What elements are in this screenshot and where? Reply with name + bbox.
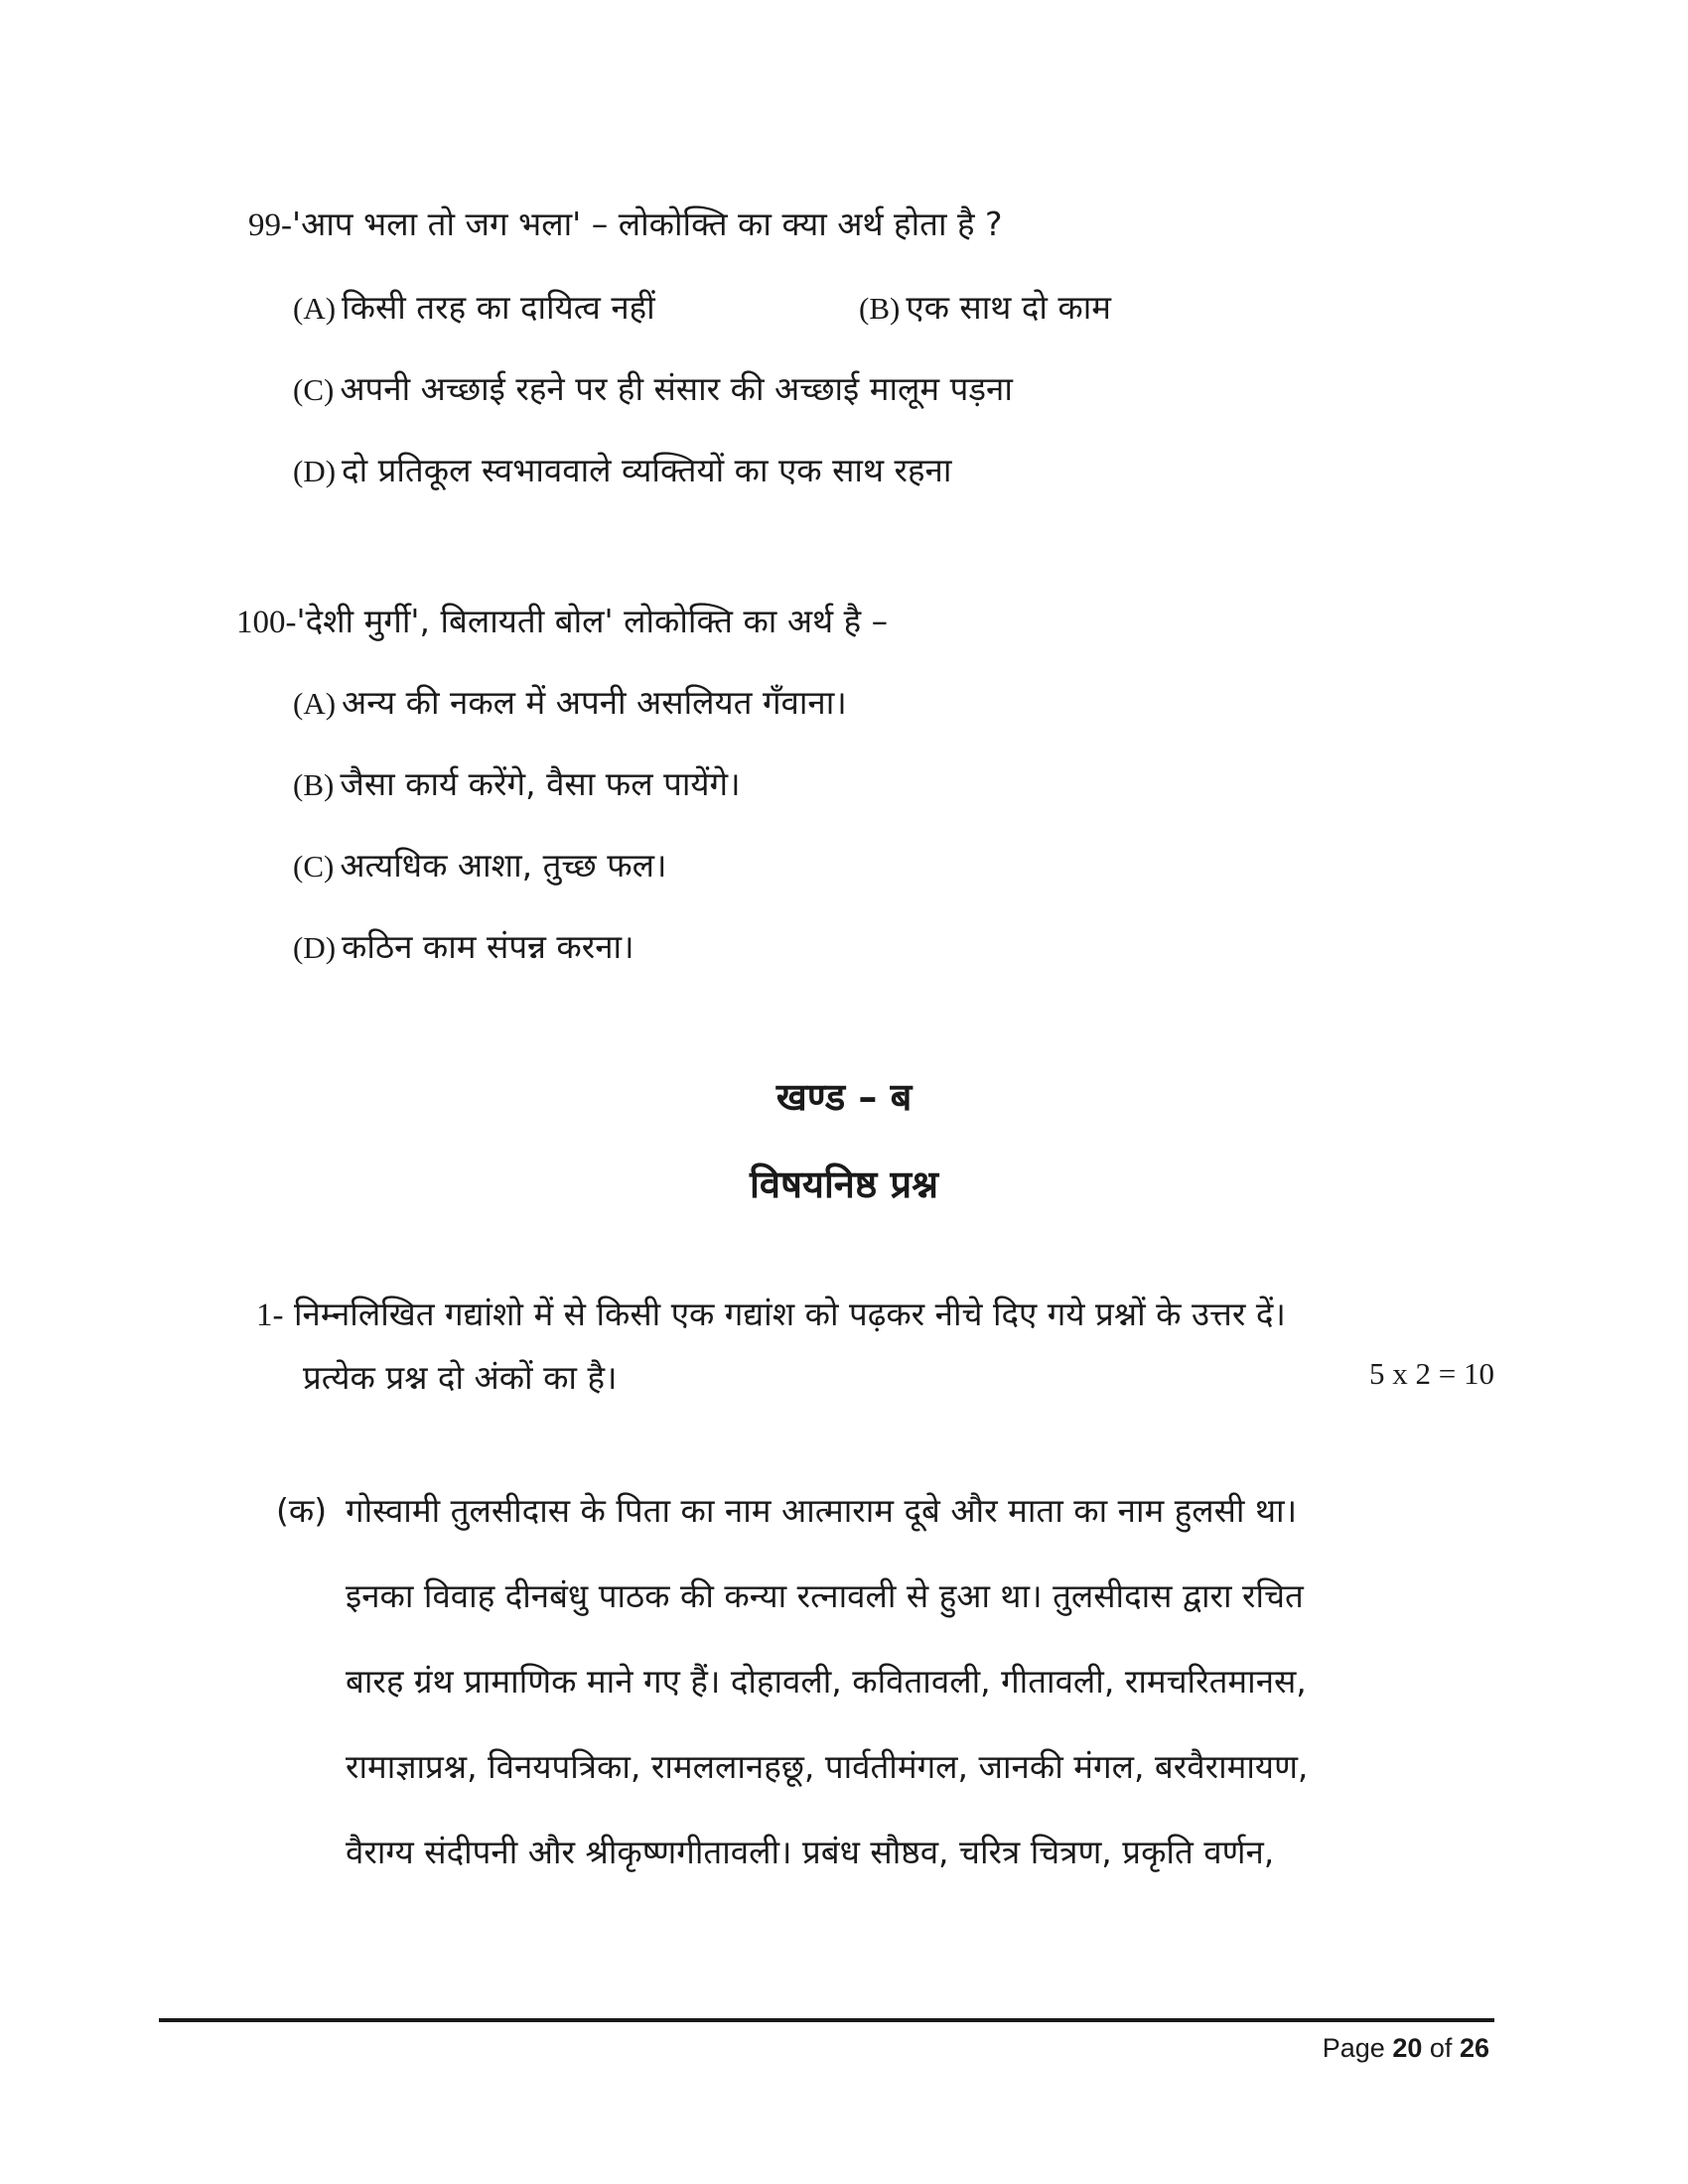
question-1-line-1 — [256, 1291, 1286, 1335]
option-99-d[interactable] — [293, 447, 951, 491]
option-99-c[interactable] — [293, 365, 1013, 410]
option-text: किसी तरह का दायित्व नहीं — [342, 288, 655, 327]
question-number: 100- — [236, 605, 297, 640]
option-text: एक साथ दो काम — [906, 288, 1112, 327]
section-title: खण्ड – ब — [775, 1075, 913, 1119]
option-100-b[interactable] — [293, 760, 741, 805]
option-label: (B) — [293, 767, 335, 802]
page-word: Page — [1322, 2033, 1385, 2063]
option-text: अत्यधिक आशा, तुच्छ फल। — [340, 846, 667, 885]
option-label: (D) — [293, 454, 337, 488]
marks-allocation: 5 x 2 = 10 — [1369, 1356, 1494, 1391]
option-100-d[interactable] — [293, 923, 634, 968]
question-99-stem — [248, 201, 1003, 245]
option-100-c[interactable] — [293, 842, 667, 887]
passage-line: रामाज्ञाप्रश्न, विनयपत्रिका, रामललानहछू, पार्वतीमंगल, जानकी मंगल, बरवैरामायण, — [346, 1747, 1309, 1786]
current-page: 20 — [1392, 2033, 1423, 2063]
option-text: जैसा कार्य करेंगे, वैसा फल पायेंगे। — [340, 764, 741, 803]
question-text: 'आप भला तो जग भला' – लोकोक्ति का क्या अर्थ होता है ? — [292, 205, 1003, 243]
option-text: अपनी अच्छाई रहने पर ही संसार की अच्छाई मालूम पड़ना — [340, 369, 1013, 408]
option-label: (B) — [859, 291, 901, 326]
question-number: 1- — [256, 1297, 284, 1333]
option-100-a[interactable] — [293, 679, 847, 724]
option-text: कठिन काम संपन्न करना। — [342, 927, 634, 966]
passage-label: (क) — [276, 1491, 328, 1530]
passage-line: बारह ग्रंथ प्रामाणिक माने गए हैं। दोहावली, कवितावली, गीतावली, रामचरितमानस, — [346, 1662, 1307, 1701]
of-word: of — [1429, 2033, 1453, 2063]
question-text: 'देशी मुर्गी', बिलायती बोल' लोकोक्ति का अर्थ है – — [296, 602, 889, 640]
option-label: (A) — [293, 291, 337, 326]
option-99-b[interactable] — [859, 284, 1111, 329]
option-label: (C) — [293, 372, 335, 407]
option-label: (D) — [293, 930, 337, 965]
page-number — [1323, 2033, 1489, 2064]
footer-divider — [159, 2018, 1494, 2022]
passage-line: वैराग्य संदीपनी और श्रीकृष्णगीतावली। प्रबंध सौष्ठव, चरित्र चित्रण, प्रकृति वर्णन, — [346, 1833, 1275, 1871]
option-text: अन्य की नकल में अपनी असलियत गँवाना। — [342, 683, 847, 722]
passage-line: इनका विवाह दीनबंधु पाठक की कन्या रत्नावली से हुआ था। तुलसीदास द्वारा रचित — [346, 1576, 1304, 1615]
total-pages: 26 — [1459, 2033, 1489, 2063]
section-subtitle: विषयनिष्ठ प्रश्न — [749, 1162, 938, 1206]
question-number: 99- — [248, 207, 292, 243]
option-99-a[interactable] — [293, 284, 655, 329]
passage-line: गोस्वामी तुलसीदास के पिता का नाम आत्माराम दूबे और माता का नाम हुलसी था। — [346, 1491, 1298, 1530]
question-1-line-2: प्रत्येक प्रश्न दो अंकों का है। — [303, 1358, 618, 1397]
option-text: दो प्रतिकूल स्वभाववाले व्यक्तियों का एक साथ रहना — [342, 451, 952, 489]
option-label: (A) — [293, 686, 337, 721]
option-label: (C) — [293, 849, 335, 884]
question-100-stem — [236, 598, 888, 642]
question-text: निम्नलिखित गद्यांशो में से किसी एक गद्यांश को पढ़कर नीचे दिए गये प्रश्नों के उत्तर दें। — [294, 1295, 1286, 1333]
